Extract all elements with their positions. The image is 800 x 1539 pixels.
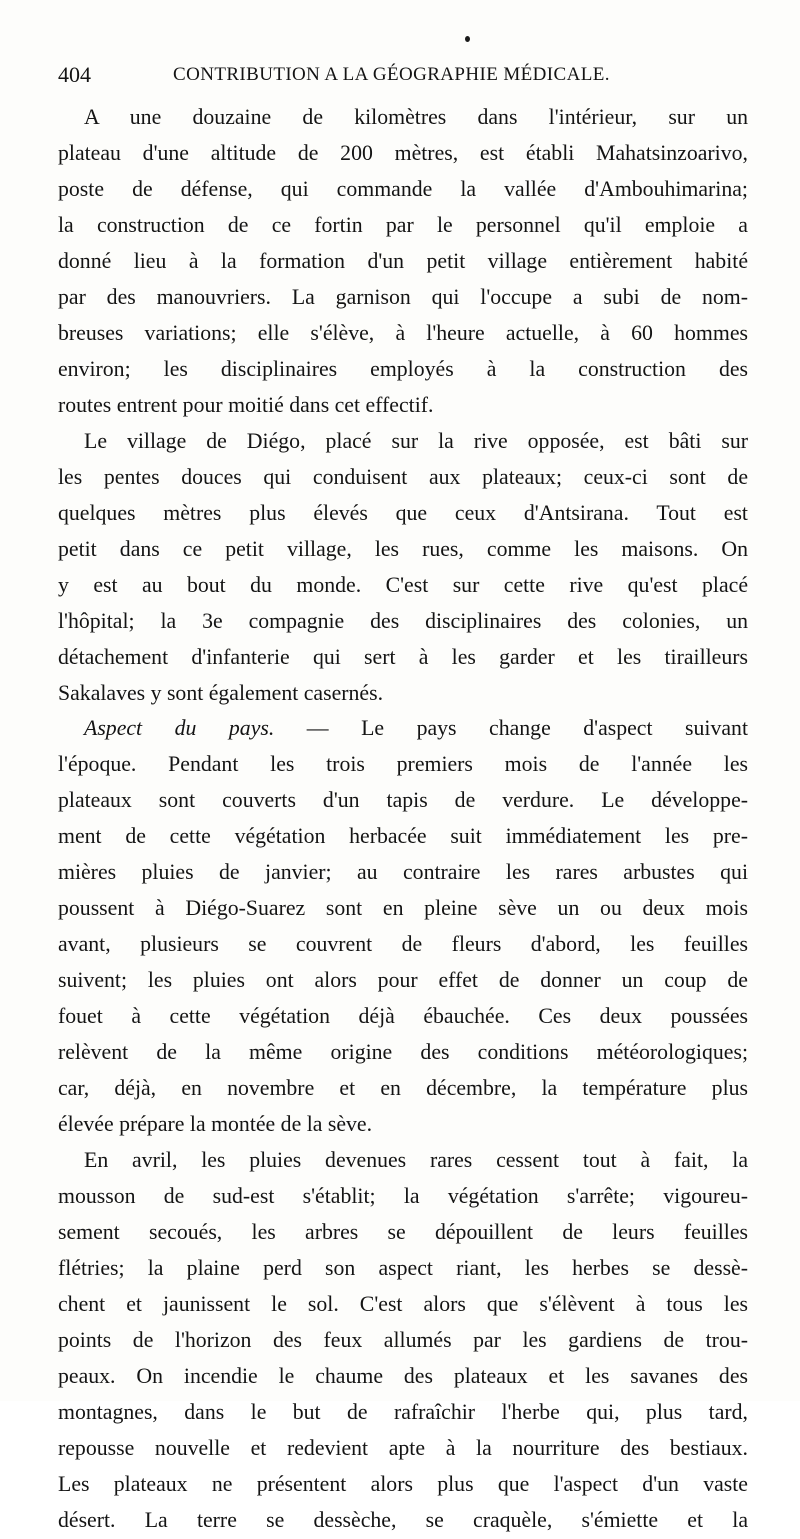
text-line: plateau d'une altitude de 200 mètres, est établi Mahatsinzoarivo, bbox=[58, 140, 748, 165]
text-line: repousse nouvelle et redevient apte à la nourriture des bestiaux. bbox=[58, 1435, 748, 1460]
text-line: fouet à cette végétation déjà ébauchée. Ces deux poussées bbox=[58, 1004, 748, 1029]
text-line: mousson de sud-est s'établit; la végétation s'arrête; vigoureu- bbox=[58, 1184, 748, 1209]
text-line: montagnes, dans le but de rafraîchir l'herbe qui, plus tard, bbox=[58, 1399, 748, 1424]
text-line: sement secoués, les arbres se dépouillent de leurs feuilles bbox=[58, 1220, 748, 1245]
text-line: chent et jaunissent le sol. C'est alors que s'élèvent à tous les bbox=[58, 1291, 748, 1316]
page-number: 404 bbox=[58, 62, 91, 87]
text-line: désert. La terre se dessèche, se craquèle, s'émiette et la bbox=[58, 1507, 748, 1532]
text-line: Les plateaux ne présentent alors plus que l'aspect d'un vaste bbox=[58, 1471, 748, 1496]
text-line-with-heading bbox=[58, 711, 748, 747]
text-line: la construction de ce fortin par le personnel qu'il emploie a bbox=[58, 212, 748, 237]
ink-speck bbox=[465, 36, 470, 42]
text-line: Sakalaves y sont également casernés. bbox=[58, 680, 384, 705]
text-line: A une douzaine de kilomètres dans l'intérieur, sur un bbox=[84, 105, 748, 129]
text-line: donné lieu à la formation d'un petit village entièrement habité bbox=[58, 248, 748, 273]
text-line: mières pluies de janvier; au contraire les rares arbustes qui bbox=[58, 860, 748, 885]
running-head-title: CONTRIBUTION A LA GÉOGRAPHIE MÉDICALE. bbox=[173, 64, 610, 85]
text-line: avant, plusieurs se couvrent de fleurs d'abord, les feuilles bbox=[58, 932, 748, 957]
text-line: poussent à Diégo-Suarez sont en pleine sève un ou deux mois bbox=[58, 896, 748, 921]
text-line: par des manouvriers. La garnison qui l'occupe a subi de nom- bbox=[58, 284, 748, 309]
text-line: ment de cette végétation herbacée suit immédiatement les pre- bbox=[58, 824, 748, 849]
text-line: flétries; la plaine perd son aspect riant, les herbes se dessè- bbox=[58, 1256, 748, 1280]
text-span: — Le pays change d'aspect suivant bbox=[274, 716, 748, 741]
text-line: environ; les disciplinaires employés à la construction des bbox=[58, 356, 748, 381]
text-line: plateaux sont couverts d'un tapis de verdure. Le développe- bbox=[58, 788, 748, 813]
text-line: En avril, les pluies devenues rares cessent tout à fait, la bbox=[84, 1148, 748, 1173]
text-line: peaux. On incendie le chaume des plateaux et les savanes des bbox=[58, 1363, 748, 1388]
text-line: Le village de Diégo, placé sur la rive opposée, est bâti sur bbox=[84, 428, 748, 453]
text-line: relèvent de la même origine des conditions météorologiques; bbox=[58, 1040, 748, 1065]
text-line: suivent; les pluies ont alors pour effet de donner un coup de bbox=[58, 968, 748, 993]
text-line: car, déjà, en novembre et en décembre, la température plus bbox=[58, 1076, 748, 1101]
text-line: routes entrent pour moitié dans cet effectif. bbox=[58, 392, 434, 417]
text-line: points de l'horizon des feux allumés par les gardiens de trou- bbox=[58, 1327, 748, 1352]
running-head bbox=[58, 60, 748, 90]
text-line: poste de défense, qui commande la vallée d'Ambouhimarina; bbox=[58, 176, 748, 201]
text-line: l'époque. Pendant les trois premiers mois de l'année les bbox=[58, 752, 748, 777]
text-line: l'hôpital; la 3e compagnie des disciplinaires des colonies, un bbox=[58, 608, 748, 633]
section-heading: Aspect du pays. bbox=[84, 716, 275, 741]
text-line: y est au bout du monde. C'est sur cette rive qu'est placé bbox=[58, 572, 748, 597]
text-line: élevée prépare la montée de la sève. bbox=[58, 1112, 373, 1137]
text-line: les pentes douces qui conduisent aux plateaux; ceux-ci sont de bbox=[58, 464, 748, 489]
text-line: détachement d'infanterie qui sert à les garder et les tirailleurs bbox=[58, 644, 748, 669]
text-line: breuses variations; elle s'élève, à l'heure actuelle, à 60 hommes bbox=[58, 320, 748, 345]
text-line: quelques mètres plus élevés que ceux d'Antsirana. Tout est bbox=[58, 500, 748, 525]
body-text bbox=[58, 100, 748, 1539]
text-line: petit dans ce petit village, les rues, comme les maisons. On bbox=[58, 536, 748, 561]
